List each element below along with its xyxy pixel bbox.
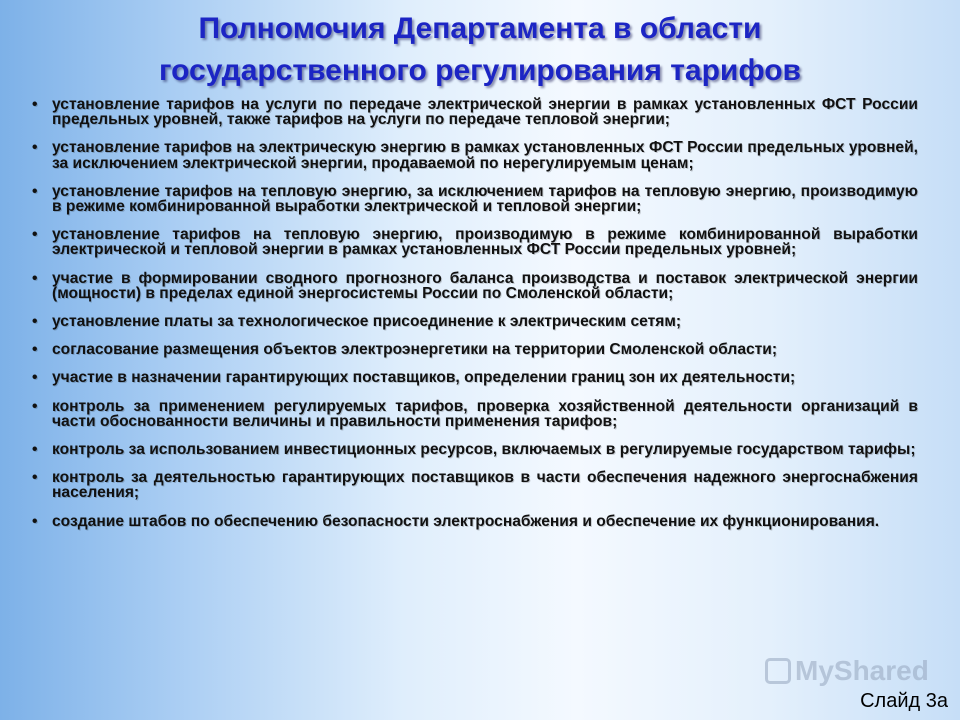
watermark-text: MyShared: [795, 655, 929, 686]
watermark-icon: [765, 658, 791, 684]
slide-title: [60, 8, 900, 92]
list-item: • установление тарифов на тепловую энергию, за исключением тарифов на тепловую энергию, производимую в режиме комбинированной выработки электрической и тепловой энергии;: [32, 184, 918, 214]
authority-list: [32, 97, 918, 542]
list-item: • установление платы за технологическое присоединение к электрическим сетям;: [32, 314, 918, 329]
slide-title-line-2: государственного регулирования тарифов: [159, 54, 801, 87]
list-item: • установление тарифов на тепловую энергию, производимую в режиме комбинированной выработки электрической и тепловой энергии в рамках установленных ФСТ России предельных уровней;: [32, 227, 918, 257]
watermark-logo: [765, 653, 945, 689]
list-item: • контроль за деятельностью гарантирующих поставщиков в части обеспечения надежного энергоснабжения населения;: [32, 470, 918, 500]
list-item: • контроль за применением регулируемых тарифов, проверка хозяйственной деятельности организаций в части обоснованности величины и правильности применения тарифов;: [32, 399, 918, 429]
list-item: • установление тарифов на электрическую энергию в рамках установленных ФСТ России предельных уровней, за исключением электрической энергии, продаваемой по нерегулируемым ценам;: [32, 140, 918, 170]
slide-number: Слайд 3а: [860, 690, 948, 712]
list-item: • согласование размещения объектов электроэнергетики на территории Смоленской области;: [32, 342, 918, 357]
list-item: • участие в формировании сводного прогнозного баланса производства и поставок электрической энергии (мощности) в пределах единой энергосистемы России по Смоленской области;: [32, 271, 918, 301]
slide-title-line-1: Полномочия Департамента в области: [198, 12, 762, 45]
list-item: • создание штабов по обеспечению безопасности электроснабжения и обеспечение их функционирования.: [32, 514, 918, 529]
list-item: • контроль за использованием инвестиционных ресурсов, включаемых в регулируемые государством тарифы;: [32, 442, 918, 457]
list-item: • участие в назначении гарантирующих поставщиков, определении границ зон их деятельности;: [32, 370, 918, 385]
list-item: • установление тарифов на услуги по передаче электрической энергии в рамках установленных ФСТ России предельных уровней, также тарифов на услуги по передаче тепловой энергии;: [32, 97, 918, 127]
